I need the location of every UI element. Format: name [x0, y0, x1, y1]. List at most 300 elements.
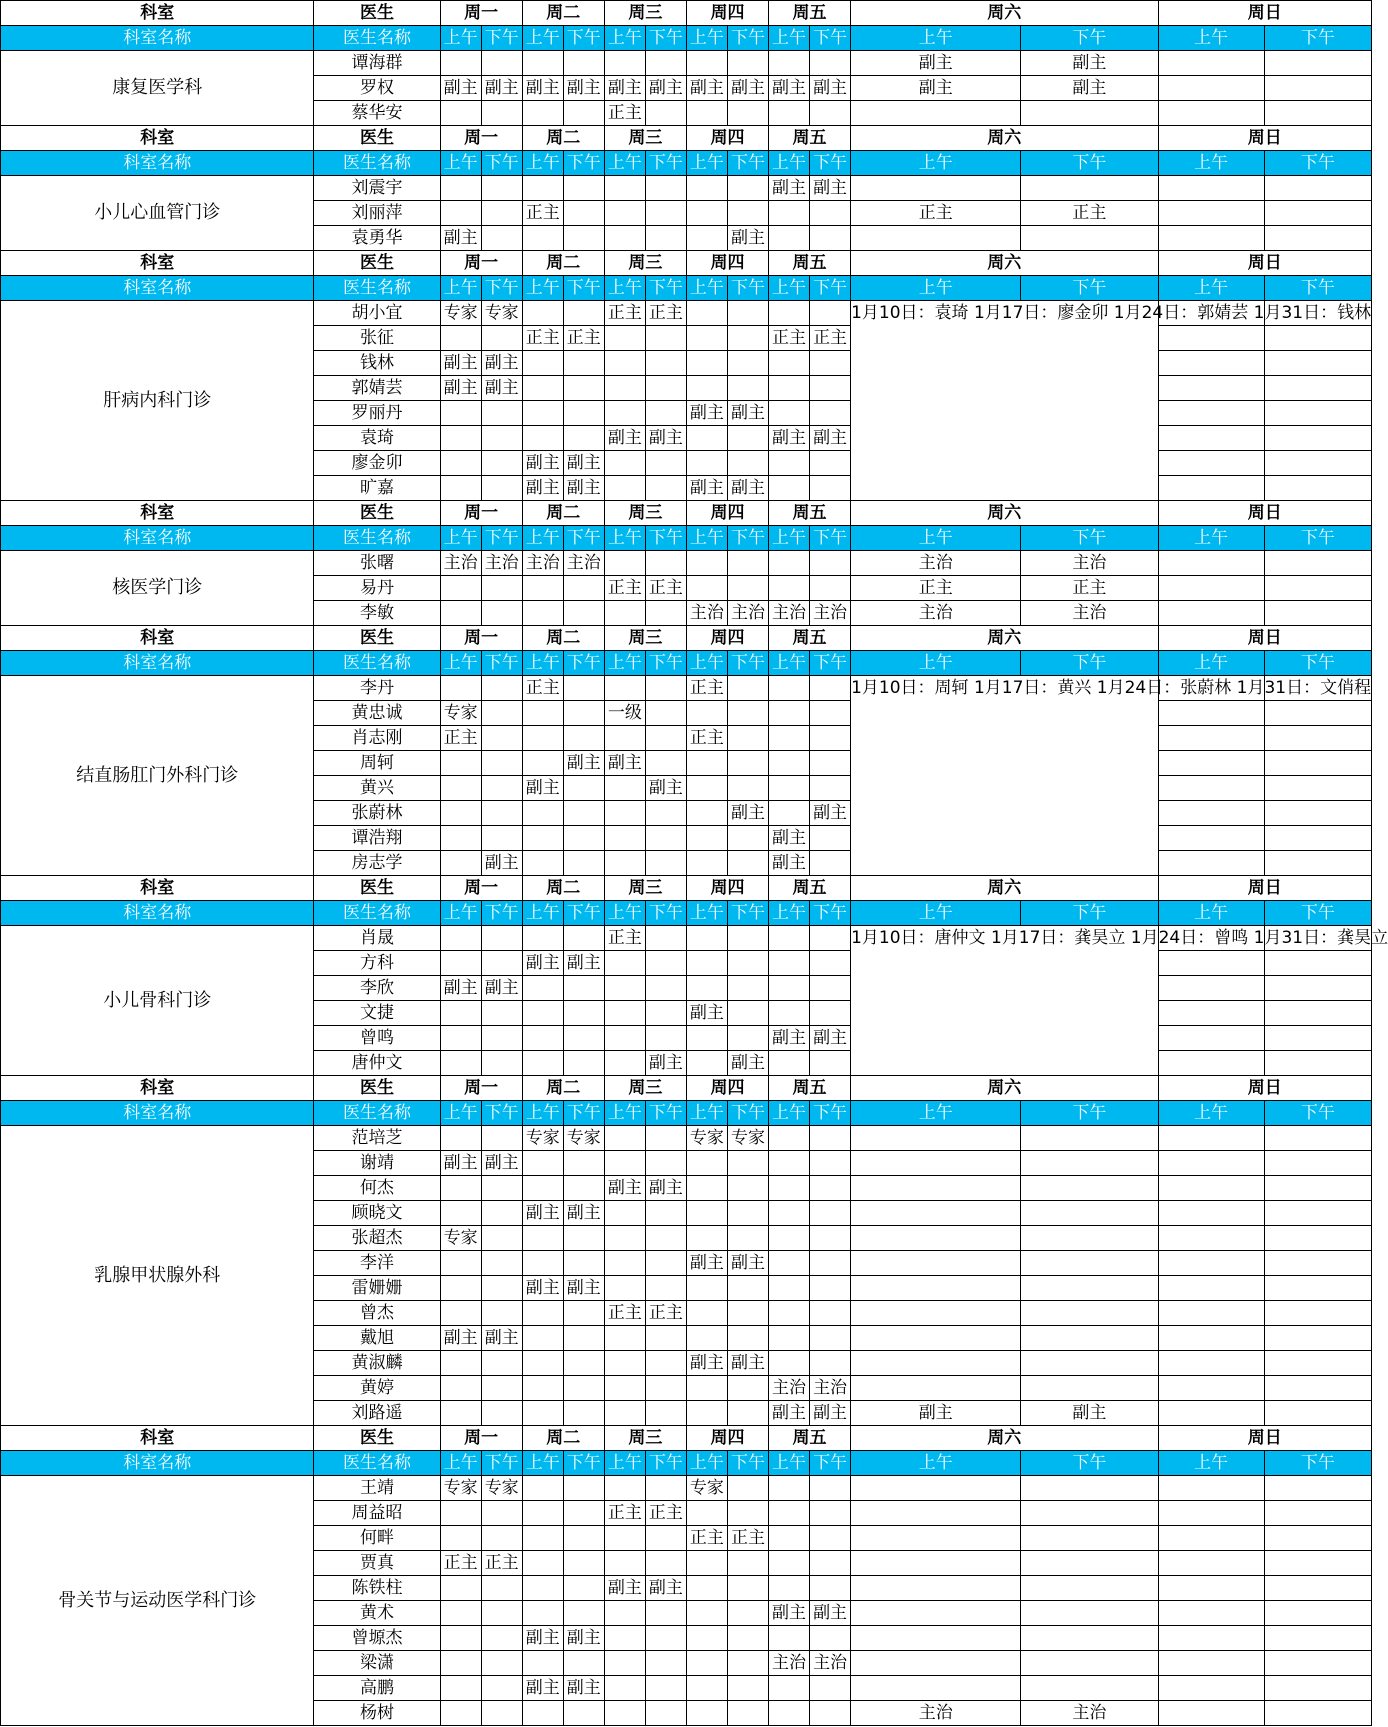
schedule-slot — [851, 1251, 1021, 1276]
schedule-slot — [1264, 976, 1371, 1001]
subheader-am: 上午 — [604, 26, 645, 51]
header-day: 周五 — [769, 501, 851, 526]
schedule-slot — [481, 1676, 522, 1701]
schedule-slot — [851, 1226, 1021, 1251]
subheader-am: 上午 — [851, 1451, 1021, 1476]
schedule-slot: 副主 — [563, 1201, 604, 1226]
schedule-slot — [645, 101, 686, 126]
subheader-am: 上午 — [522, 901, 563, 926]
schedule-slot — [563, 926, 604, 951]
header-day: 周日 — [1158, 501, 1371, 526]
schedule-slot — [1021, 1251, 1158, 1276]
schedule-slot — [810, 1151, 851, 1176]
schedule-slot — [522, 176, 563, 201]
schedule-slot — [1158, 1576, 1264, 1601]
schedule-slot — [1158, 1626, 1264, 1651]
schedule-slot — [1264, 851, 1371, 876]
subheader-pm: 下午 — [563, 1101, 604, 1126]
schedule-slot — [769, 1176, 810, 1201]
schedule-slot — [810, 101, 851, 126]
schedule-slot — [810, 401, 851, 426]
subheader-pm: 下午 — [645, 651, 686, 676]
header-day: 周日 — [1158, 1426, 1371, 1451]
doctor-row — [1, 1126, 1372, 1151]
subheader-am: 上午 — [604, 526, 645, 551]
schedule-slot: 副主 — [563, 1626, 604, 1651]
schedule-slot — [727, 1676, 768, 1701]
schedule-slot — [645, 1626, 686, 1651]
schedule-slot — [769, 1201, 810, 1226]
subheader-pm: 下午 — [563, 276, 604, 301]
schedule-slot — [810, 1501, 851, 1526]
header-day: 周四 — [686, 1, 768, 26]
schedule-slot — [727, 351, 768, 376]
schedule-slot: 主治 — [769, 601, 810, 626]
schedule-slot — [851, 226, 1021, 251]
subheader-dept-name: 科室名称 — [1, 1451, 314, 1476]
doctor-name: 曾塬杰 — [314, 1626, 440, 1651]
schedule-slot — [686, 326, 727, 351]
schedule-slot — [686, 551, 727, 576]
header-dept: 科室 — [1, 876, 314, 901]
schedule-slot — [769, 1301, 810, 1326]
schedule-slot — [522, 226, 563, 251]
subheader-am: 上午 — [1158, 651, 1264, 676]
schedule-slot — [604, 601, 645, 626]
schedule-slot — [769, 451, 810, 476]
schedule-slot — [645, 326, 686, 351]
subheader-am: 上午 — [604, 651, 645, 676]
schedule-slot — [522, 726, 563, 751]
doctor-name: 周益昭 — [314, 1501, 440, 1526]
schedule-slot: 正主 — [522, 326, 563, 351]
schedule-slot — [1264, 701, 1371, 726]
schedule-slot — [604, 451, 645, 476]
schedule-slot — [1158, 1001, 1264, 1026]
schedule-slot — [440, 51, 481, 76]
schedule-slot — [1158, 1601, 1264, 1626]
department-name: 小儿心血管门诊 — [1, 176, 314, 251]
schedule-slot — [851, 1576, 1021, 1601]
schedule-slot: 主治 — [769, 1376, 810, 1401]
doctor-name: 张征 — [314, 326, 440, 351]
doctor-name: 文捷 — [314, 1001, 440, 1026]
doctor-name: 谭浩翔 — [314, 826, 440, 851]
schedule-slot: 副主 — [481, 76, 522, 101]
schedule-slot — [645, 1251, 686, 1276]
doctor-name: 方科 — [314, 951, 440, 976]
schedule-slot — [686, 351, 727, 376]
schedule-slot: 副主 — [563, 1276, 604, 1301]
subheader-pm: 下午 — [727, 276, 768, 301]
schedule-slot — [481, 1651, 522, 1676]
schedule-slot — [810, 1176, 851, 1201]
schedule-slot — [645, 176, 686, 201]
schedule-slot: 副主 — [522, 951, 563, 976]
schedule-slot — [1158, 1551, 1264, 1576]
schedule-slot — [851, 1551, 1021, 1576]
schedule-slot — [481, 451, 522, 476]
subheader-pm: 下午 — [481, 1101, 522, 1126]
subheader-am: 上午 — [851, 651, 1021, 676]
schedule-slot — [481, 1701, 522, 1726]
header-day: 周一 — [440, 876, 522, 901]
schedule-slot — [1264, 1176, 1371, 1201]
schedule-slot — [604, 1326, 645, 1351]
schedule-slot — [481, 1126, 522, 1151]
schedule-slot: 副主 — [604, 76, 645, 101]
schedule-slot — [563, 1526, 604, 1551]
schedule-slot — [1264, 226, 1371, 251]
subheader-pm: 下午 — [810, 1101, 851, 1126]
schedule-slot — [563, 726, 604, 751]
schedule-slot — [522, 1251, 563, 1276]
schedule-slot — [1264, 1401, 1371, 1426]
schedule-slot — [563, 601, 604, 626]
doctor-name: 郭婧芸 — [314, 376, 440, 401]
schedule-slot — [727, 1701, 768, 1726]
schedule-slot — [686, 376, 727, 401]
schedule-slot — [686, 201, 727, 226]
schedule-slot — [440, 851, 481, 876]
schedule-slot: 正主 — [604, 301, 645, 326]
schedule-slot: 副主 — [727, 226, 768, 251]
schedule-slot — [727, 1276, 768, 1301]
schedule-slot — [686, 1701, 727, 1726]
doctor-row — [1, 301, 1372, 326]
schedule-slot — [769, 1476, 810, 1501]
schedule-slot — [1264, 326, 1371, 351]
schedule-slot: 一级 — [604, 701, 645, 726]
schedule-slot — [604, 1701, 645, 1726]
subheader-pm: 下午 — [645, 26, 686, 51]
schedule-slot — [604, 1376, 645, 1401]
header-day: 周三 — [604, 251, 686, 276]
schedule-slot: 副主 — [769, 1601, 810, 1626]
schedule-slot: 正主 — [645, 1501, 686, 1526]
schedule-slot — [440, 576, 481, 601]
schedule-slot — [522, 1226, 563, 1251]
doctor-name: 旷嘉 — [314, 476, 440, 501]
schedule-slot — [604, 1151, 645, 1176]
schedule-slot: 副主 — [440, 1151, 481, 1176]
subheader-am: 上午 — [440, 276, 481, 301]
schedule-slot — [1021, 1126, 1158, 1151]
schedule-slot — [769, 1351, 810, 1376]
header-dept: 科室 — [1, 626, 314, 651]
schedule-slot — [1264, 826, 1371, 851]
schedule-slot — [604, 951, 645, 976]
schedule-slot: 副主 — [769, 826, 810, 851]
schedule-slot — [686, 1176, 727, 1201]
schedule-slot — [1158, 701, 1264, 726]
schedule-slot — [769, 801, 810, 826]
header-dept: 科室 — [1, 126, 314, 151]
schedule-slot — [1264, 1626, 1371, 1651]
schedule-slot — [851, 1126, 1021, 1151]
schedule-slot — [563, 301, 604, 326]
subheader-dept-name: 科室名称 — [1, 1101, 314, 1126]
doctor-name: 雷姗姗 — [314, 1276, 440, 1301]
section-header-row — [1, 126, 1372, 151]
schedule-slot — [522, 1301, 563, 1326]
schedule-slot — [769, 676, 810, 701]
schedule-slot — [1264, 76, 1371, 101]
schedule-slot — [727, 851, 768, 876]
schedule-slot: 副主 — [727, 1051, 768, 1076]
schedule-slot — [481, 51, 522, 76]
schedule-slot — [1264, 401, 1371, 426]
schedule-slot — [769, 51, 810, 76]
subheader-am: 上午 — [851, 901, 1021, 926]
subheader-pm: 下午 — [727, 151, 768, 176]
schedule-slot — [727, 1376, 768, 1401]
schedule-slot — [1021, 1526, 1158, 1551]
header-day: 周一 — [440, 1, 522, 26]
schedule-slot — [481, 576, 522, 601]
header-day: 周二 — [522, 626, 604, 651]
schedule-slot — [563, 1551, 604, 1576]
schedule-slot — [563, 1176, 604, 1201]
schedule-slot — [686, 1226, 727, 1251]
schedule-slot — [727, 1476, 768, 1501]
subheader-pm: 下午 — [645, 276, 686, 301]
subheader-pm: 下午 — [645, 901, 686, 926]
schedule-slot — [645, 376, 686, 401]
schedule-slot — [769, 976, 810, 1001]
saturday-rotation-note: 1月10日：周轲 1月17日：黄兴 1月24日：张蔚林 1月31日：文俏程 — [851, 676, 1158, 876]
schedule-slot — [440, 1051, 481, 1076]
schedule-slot: 专家 — [440, 1476, 481, 1501]
schedule-slot — [645, 1651, 686, 1676]
schedule-slot — [522, 1551, 563, 1576]
header-day: 周四 — [686, 251, 768, 276]
schedule-slot — [1158, 1476, 1264, 1501]
schedule-slot — [769, 1001, 810, 1026]
schedule-slot: 正主 — [522, 201, 563, 226]
schedule-slot: 专家 — [481, 301, 522, 326]
schedule-slot — [604, 1251, 645, 1276]
header-dept: 科室 — [1, 501, 314, 526]
schedule-slot — [563, 1026, 604, 1051]
schedule-slot: 副主 — [481, 376, 522, 401]
header-doctor: 医生 — [314, 126, 440, 151]
header-dept: 科室 — [1, 1076, 314, 1101]
schedule-slot — [563, 1476, 604, 1501]
doctor-name: 张蔚林 — [314, 801, 440, 826]
schedule-slot — [645, 1551, 686, 1576]
schedule-slot — [1264, 1526, 1371, 1551]
schedule-slot — [604, 176, 645, 201]
schedule-slot: 副主 — [604, 426, 645, 451]
schedule-slot — [645, 676, 686, 701]
schedule-slot — [1021, 1601, 1158, 1626]
subheader-pm: 下午 — [1264, 1101, 1371, 1126]
schedule-slot — [522, 1401, 563, 1426]
subheader-pm: 下午 — [645, 151, 686, 176]
schedule-slot — [522, 701, 563, 726]
header-doctor: 医生 — [314, 501, 440, 526]
subheader-pm: 下午 — [1264, 151, 1371, 176]
schedule-slot — [686, 1276, 727, 1301]
schedule-slot — [563, 1251, 604, 1276]
schedule-slot — [481, 1526, 522, 1551]
header-doctor: 医生 — [314, 1, 440, 26]
schedule-slot — [1264, 51, 1371, 76]
schedule-slot — [440, 751, 481, 776]
schedule-slot — [727, 926, 768, 951]
doctor-name: 王靖 — [314, 1476, 440, 1501]
schedule-slot: 专家 — [686, 1126, 727, 1151]
subheader-pm: 下午 — [563, 651, 604, 676]
schedule-slot — [1158, 76, 1264, 101]
section-header-row — [1, 626, 1372, 651]
schedule-slot — [563, 401, 604, 426]
schedule-slot — [645, 451, 686, 476]
doctor-name: 何畔 — [314, 1526, 440, 1551]
schedule-slot — [1264, 1301, 1371, 1326]
schedule-slot — [686, 226, 727, 251]
schedule-slot — [1021, 1151, 1158, 1176]
schedule-slot: 主治 — [1021, 1701, 1158, 1726]
doctor-name: 房志学 — [314, 851, 440, 876]
schedule-slot — [851, 1676, 1021, 1701]
schedule-slot — [851, 1526, 1021, 1551]
schedule-slot — [440, 1276, 481, 1301]
schedule-slot — [769, 1626, 810, 1651]
schedule-slot — [686, 51, 727, 76]
schedule-slot — [686, 1151, 727, 1176]
subheader-pm: 下午 — [810, 526, 851, 551]
header-day: 周五 — [769, 1076, 851, 1101]
header-day: 周四 — [686, 501, 768, 526]
schedule-slot — [1264, 1501, 1371, 1526]
schedule-slot — [481, 1226, 522, 1251]
schedule-slot — [686, 1626, 727, 1651]
schedule-slot: 主治 — [727, 601, 768, 626]
schedule-slot: 正主 — [810, 326, 851, 351]
schedule-slot — [604, 1476, 645, 1501]
schedule-slot: 主治 — [1021, 551, 1158, 576]
schedule-slot: 主治 — [769, 1651, 810, 1676]
subheader-pm: 下午 — [810, 901, 851, 926]
subheader-am: 上午 — [769, 1451, 810, 1476]
subheader-am: 上午 — [769, 651, 810, 676]
doctor-name: 黄忠诚 — [314, 701, 440, 726]
schedule-slot — [645, 701, 686, 726]
schedule-slot: 副主 — [604, 1576, 645, 1601]
schedule-slot — [604, 1401, 645, 1426]
subheader-am: 上午 — [522, 276, 563, 301]
schedule-slot — [810, 826, 851, 851]
schedule-slot — [440, 1176, 481, 1201]
schedule-slot: 主治 — [810, 1376, 851, 1401]
schedule-slot — [686, 1601, 727, 1626]
schedule-slot: 副主 — [810, 76, 851, 101]
schedule-slot: 副主 — [769, 851, 810, 876]
schedule-slot — [522, 1476, 563, 1501]
header-day: 周日 — [1158, 126, 1371, 151]
schedule-slot — [1264, 951, 1371, 976]
header-day: 周日 — [1158, 251, 1371, 276]
schedule-slot — [769, 701, 810, 726]
subheader-pm: 下午 — [1264, 901, 1371, 926]
schedule-slot — [563, 426, 604, 451]
schedule-slot — [645, 226, 686, 251]
header-dept: 科室 — [1, 251, 314, 276]
schedule-slot — [1021, 1276, 1158, 1301]
doctor-name: 高鹏 — [314, 1676, 440, 1701]
schedule-slot — [522, 751, 563, 776]
schedule-slot — [522, 801, 563, 826]
schedule-slot: 主治 — [481, 551, 522, 576]
schedule-slot — [1264, 1051, 1371, 1076]
schedule-slot — [604, 1651, 645, 1676]
schedule-slot — [481, 326, 522, 351]
header-day: 周二 — [522, 251, 604, 276]
schedule-slot — [604, 1626, 645, 1651]
schedule-slot — [810, 1476, 851, 1501]
subheader-dept-name: 科室名称 — [1, 526, 314, 551]
schedule-slot — [645, 751, 686, 776]
schedule-slot — [440, 676, 481, 701]
subheader-pm: 下午 — [727, 526, 768, 551]
doctor-name: 谭海群 — [314, 51, 440, 76]
subheader-am: 上午 — [440, 651, 481, 676]
schedule-slot — [645, 1276, 686, 1301]
schedule-slot — [769, 201, 810, 226]
header-day: 周六 — [851, 251, 1158, 276]
subheader-doctor-name: 医生名称 — [314, 901, 440, 926]
schedule-slot — [522, 1376, 563, 1401]
schedule-slot — [645, 976, 686, 1001]
schedule-slot — [563, 1301, 604, 1326]
doctor-name: 胡小宜 — [314, 301, 440, 326]
department-name: 小儿骨科门诊 — [1, 926, 314, 1076]
schedule-slot — [481, 401, 522, 426]
schedule-slot — [1264, 776, 1371, 801]
doctor-row — [1, 676, 1372, 701]
schedule-slot — [1021, 1501, 1158, 1526]
schedule-slot — [686, 776, 727, 801]
schedule-slot — [481, 801, 522, 826]
schedule-slot — [481, 1201, 522, 1226]
section-subheader-row — [1, 1101, 1372, 1126]
schedule-slot — [522, 401, 563, 426]
schedule-slot — [727, 1626, 768, 1651]
subheader-pm: 下午 — [481, 901, 522, 926]
doctor-name: 黄婷 — [314, 1376, 440, 1401]
schedule-slot — [645, 476, 686, 501]
schedule-slot — [522, 1651, 563, 1676]
schedule-slot — [686, 1201, 727, 1226]
schedule-slot: 副主 — [522, 1626, 563, 1651]
schedule-slot — [645, 1026, 686, 1051]
schedule-slot — [645, 51, 686, 76]
schedule-slot — [810, 1201, 851, 1226]
schedule-slot — [1158, 1026, 1264, 1051]
schedule-slot — [481, 601, 522, 626]
schedule-slot — [810, 476, 851, 501]
schedule-slot — [522, 301, 563, 326]
schedule-slot: 副主 — [769, 426, 810, 451]
header-day: 周日 — [1158, 626, 1371, 651]
schedule-slot: 副主 — [481, 976, 522, 1001]
schedule-slot — [1264, 751, 1371, 776]
doctor-name: 何杰 — [314, 1176, 440, 1201]
doctor-row — [1, 926, 1372, 951]
schedule-slot: 副主 — [810, 1401, 851, 1426]
